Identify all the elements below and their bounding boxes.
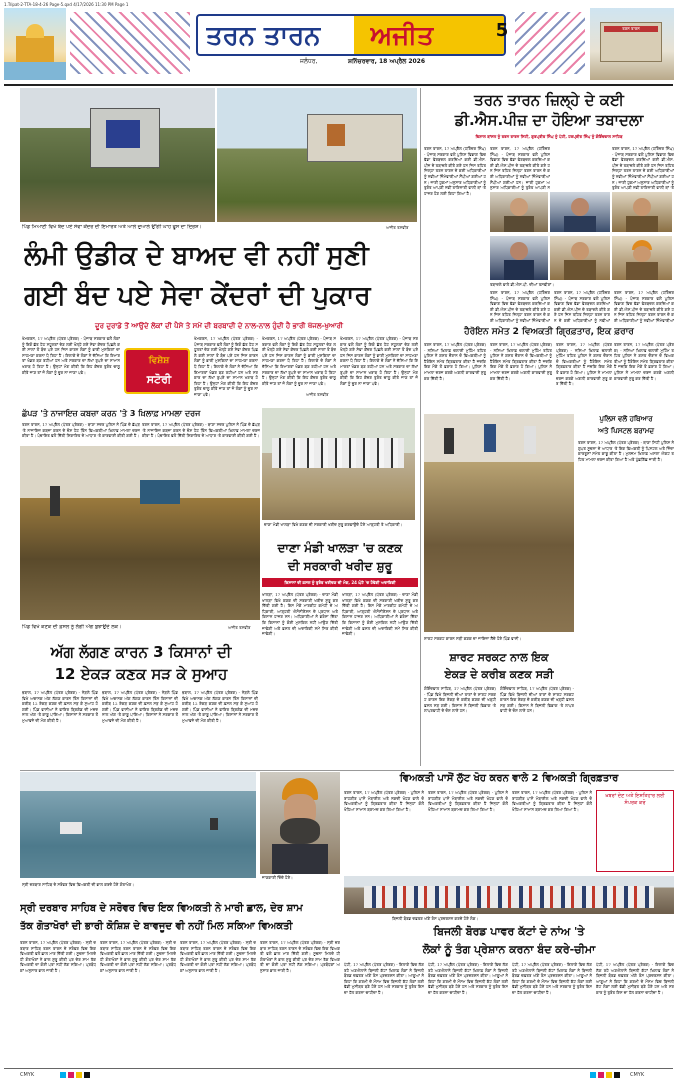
power-body-col-2: ਪੱਟੀ, 17 ਅਪ੍ਰੈਲ (ਪੱਤਰ ਪ੍ਰੇਰਕ) - ਇਲਾਕੇ ਵਿਚ ਲੱਗ ਰਹੇ ਅਣਐਲਾਨੇ ਬਿਜਲੀ ਕੱਟਾਂ ਖ਼ਿਲਾਫ਼ ਲੋਕਾਂ ਨੇ ਬਿਜਲੀ ਬੋਰਡ ਦਫ਼ਤਰ ਅੱਗੇ ਰੋਸ ਪ੍ਰਦਰਸ਼ਨ ਕੀਤਾ। ਆਗੂਆਂ ਨੇ ਕਿਹਾ ਕਿ ਗਰਮੀ ਦੇ ਮੌਸਮ ਵਿਚ ਬਿਜਲੀ ਕੱਟ ਲੋਕਾਂ ਲਈ ਵੱਡੀ ਮੁਸੀਬਤ ਬਣੇ ਹੋਏ ਹਨ ਅਤੇ ਸਰਕਾਰ ਨੂੰ ਤੁਰੰਤ ਇਸ ਦਾ ਹੱਲ ਕਰਨਾ ਚਾਹੀਦਾ ਹੈ। [428, 962, 508, 995]
power-protest-photo [344, 876, 674, 914]
robbery-body-col-1: ਤਰਨ ਤਾਰਨ, 17 ਅਪ੍ਰੈਲ (ਪੱਤਰ ਪ੍ਰੇਰਕ) - ਪੁਲਿਸ ਨੇ ਰਾਹਗੀਰ ਪਾਸੋਂ ਮੋਬਾਈਲ ਅਤੇ ਨਕਦੀ ਖੋਹਣ ਵਾਲੇ ਦੋ ਵਿਅਕਤੀਆਂ ਨੂੰ ਗ੍ਰਿਫ਼ਤਾਰ ਕੀਤਾ ਹੈ ਜਿਨ੍ਹਾਂ ਕੋਲੋਂ ਖੋਹਿਆ ਸਾਮਾਨ ਬਰਾਮਦ ਕਰ ਲਿਆ ਗਿਆ ਹੈ। [344, 790, 424, 812]
cmyk-black-swatch-right [614, 1072, 620, 1078]
lead-photo-left [20, 88, 215, 222]
police-headline-2: ਅਤੇ ਪਿਸਟਲ ਬਰਾਮਦ [598, 427, 654, 435]
badge-top-text: ਵਿਸ਼ੇਸ਼ [148, 356, 170, 366]
cmyk-cyan-swatch-right [590, 1072, 596, 1078]
fire-headline-1: ਅੱਗ ਲੱਗਣ ਕਾਰਨ 3 ਕਿਸਾਨਾਂ ਦੀ [50, 643, 232, 661]
fire-caption: ਪਿੰਡ ਵਿਖੇ ਕਣਕ ਦੀ ਫ਼ਸਲ ਨੂੰ ਲੱਗੀ ਅੱਗ ਬੁਝਾਉਂਦੇ ਲੋਕ। [22, 624, 122, 630]
masthead-title-right: ਅਜੀਤ [370, 21, 434, 51]
dsp-headline-2: ਡੀ.ਐਸ.ਪੀਜ਼ ਦਾ ਹੋਇਆ ਤਬਾਦਲਾ [454, 111, 644, 129]
lead-body-credit: ਅਜੀਤ ਤਸਵੀਰ [306, 392, 329, 397]
cmyk-magenta-swatch [68, 1072, 74, 1078]
short-circuit-caption: ਸ਼ਾਰਟ ਸਰਕਟ ਕਾਰਨ ਸੜੀ ਕਣਕ ਦਾ ਜਾਇਜ਼ਾ ਲੈਂਦੇ ਹੋਏ ਪਿੰਡ ਵਾਸੀ। [424, 636, 522, 641]
power-body-col-1: ਪੱਟੀ, 17 ਅਪ੍ਰੈਲ (ਪੱਤਰ ਪ੍ਰੇਰਕ) - ਇਲਾਕੇ ਵਿਚ ਲੱਗ ਰਹੇ ਅਣਐਲਾਨੇ ਬਿਜਲੀ ਕੱਟਾਂ ਖ਼ਿਲਾਫ਼ ਲੋਕਾਂ ਨੇ ਬਿਜਲੀ ਬੋਰਡ ਦਫ਼ਤਰ ਅੱਗੇ ਰੋਸ ਪ੍ਰਦਰਸ਼ਨ ਕੀਤਾ। ਆਗੂਆਂ ਨੇ ਕਿਹਾ ਕਿ ਗਰਮੀ ਦੇ ਮੌਸਮ ਵਿਚ ਬਿਜਲੀ ਕੱਟ ਲੋਕਾਂ ਲਈ ਵੱਡੀ ਮੁਸੀਬਤ ਬਣੇ ਹੋਏ ਹਨ ਅਤੇ ਸਰਕਾਰ ਨੂੰ ਤੁਰੰਤ ਇਸ ਦਾ ਹੱਲ ਕਰਨਾ ਚਾਹੀਦਾ ਹੈ। [344, 962, 424, 995]
power-headline-2: ਲੋਕਾਂ ਨੂੰ ਤੰਗ ਪ੍ਰੇਸ਼ਾਨ ਕਰਨਾ ਬੰਦ ਕਰੇ-ਚੀਮਾ [422, 943, 596, 956]
darbar-photo [20, 772, 256, 878]
robbery-body-col-2: ਤਰਨ ਤਾਰਨ, 17 ਅਪ੍ਰੈਲ (ਪੱਤਰ ਪ੍ਰੇਰਕ) - ਪੁਲਿਸ ਨੇ ਰਾਹਗੀਰ ਪਾਸੋਂ ਮੋਬਾਈਲ ਅਤੇ ਨਕਦੀ ਖੋਹਣ ਵਾਲੇ ਦੋ ਵਿਅਕਤੀਆਂ ਨੂੰ ਗ੍ਰਿਫ਼ਤਾਰ ਕੀਤਾ ਹੈ ਜਿਨ੍ਹਾਂ ਕੋਲੋਂ ਖੋਹਿਆ ਸਾਮਾਨ ਬਰਾਮਦ ਕਰ ਲਿਆ ਗਿਆ ਹੈ। [428, 790, 508, 812]
dsp-body-col-4: ਤਰਨ ਤਾਰਨ, 17 ਅਪ੍ਰੈਲ (ਹਰਿੰਦਰ ਸਿੰਘ) - ਪੰਜਾਬ ਸਰਕਾਰ ਵਲੋਂ ਪੁਲਿਸ ਵਿਭਾਗ ਵਿਚ ਵੱਡਾ ਫੇਰਬਦਲ ਕਰਦਿਆਂ ਕਈ ਡੀ.ਐਸ.ਪੀਜ਼ ਦੇ ਤਬਾਦਲੇ ਕੀਤੇ ਗਏ ਹਨ ਜਿਸ ਤਹਿਤ ਜ਼ਿਲ੍ਹਾ ਤਰਨ ਤਾਰਨ ਦੇ ਕਈ ਅਧਿਕਾਰੀਆਂ ਨੂੰ ਨਵੀਆਂ ਜ਼ਿੰਮੇਵਾਰੀਆਂ [490, 290, 550, 323]
officer-photo-1 [490, 192, 548, 232]
power-caption: ਬਿਜਲੀ ਬੋਰਡ ਦਫ਼ਤਰ ਅੱਗੇ ਰੋਸ ਪ੍ਰਦਰਸ਼ਨ ਕਰਦੇ ਹੋਏ ਲੋਕ। [392, 916, 479, 921]
fire-body-col-3: ਝਬਾਲ, 17 ਅਪ੍ਰੈਲ (ਪੱਤਰ ਪ੍ਰੇਰਕ) - ਨੇੜਲੇ ਪਿੰਡ ਵਿਖੇ ਅਚਾਨਕ ਅੱਗ ਲੱਗਣ ਕਾਰਨ ਤਿੰਨ ਕਿਸਾਨਾਂ ਦੀ ਕਰੀਬ 12 ਏਕੜ ਕਣਕ ਦੀ ਫ਼ਸਲ ਸੜ ਕੇ ਸੁਆਹ ਹੋ ਗਈ। ਪਿੰਡ ਵਾਸੀਆਂ ਨੇ ਫਾਇਰ ਬ੍ਰਿਗੇਡ ਦੀ ਮਦਦ ਨਾਲ ਅੱਗ 'ਤੇ ਕਾਬੂ ਪਾਇਆ। ਕਿਸਾਨਾਂ ਨੇ ਸਰਕਾਰ ਤੋਂ ਮੁਆਵਜ਼ੇ ਦੀ ਮੰਗ ਕੀਤੀ ਹੈ। [182, 690, 258, 723]
officer-photo-6 [612, 236, 672, 280]
mandi-body-col-2: ਖਾਲੜਾ, 17 ਅਪ੍ਰੈਲ (ਪੱਤਰ ਪ੍ਰੇਰਕ) - ਦਾਣਾ ਮੰਡੀ ਖਾਲੜਾ ਵਿਖੇ ਕਣਕ ਦੀ ਸਰਕਾਰੀ ਖਰੀਦ ਸ਼ੁਰੂ ਕਰ ਦਿੱਤੀ ਗਈ ਹੈ। ਇਸ ਮੌਕੇ ਮਾਰਕੀਟ ਕਮੇਟੀ ਦੇ ਅਧਿਕਾਰੀ, ਆੜ੍ਹਤੀ ਐਸੋਸੀਏਸ਼ਨ ਦੇ ਪ੍ਰਧਾਨ ਅਤੇ ਕਿਸਾਨ ਹਾਜ਼ਰ ਸਨ। ਅਧਿਕਾਰੀਆਂ ਨੇ ਭਰੋਸਾ ਦਿੱਤਾ ਕਿ ਕਿਸਾਨਾਂ ਨੂੰ ਕੋਈ ਮੁਸ਼ਕਿਲ ਨਹੀਂ ਆਉਣ ਦਿੱਤੀ ਜਾਵੇਗੀ ਅਤੇ ਫ਼ਸਲ ਦੀ ਅਦਾਇਗੀ ਸਮੇਂ ਸਿਰ ਕੀਤੀ ਜਾਵੇਗੀ। [342, 592, 418, 637]
police-body: ਤਰਨ ਤਾਰਨ, 17 ਅਪ੍ਰੈਲ (ਪੱਤਰ ਪ੍ਰੇਰਕ) - ਥਾਣਾ ਸਿਟੀ ਪੁਲਿਸ ਨੇ ਗੁਪਤ ਸੂਚਨਾ ਦੇ ਆਧਾਰ 'ਤੇ ਇਕ ਵਿਅਕਤੀ ਨੂੰ ਪਿਸਟਲ ਅਤੇ ਜ਼ਿੰਦਾ ਕਾਰਤੂਸਾਂ ਸਮੇਤ ਕਾਬੂ ਕੀਤਾ ਹੈ। ਮੁਲਜ਼ਮ ਖ਼ਿਲਾਫ਼ ਅਸਲਾ ਐਕਟ ਤਹਿਤ ਮਾਮਲਾ ਦਰਜ ਕੀਤਾ ਗਿਆ ਹੈ ਅਤੇ ਪੁੱਛਗਿੱਛ ਜਾਰੀ ਹੈ। [578, 440, 674, 462]
dsp-body-col-3: ਤਰਨ ਤਾਰਨ, 17 ਅਪ੍ਰੈਲ (ਹਰਿੰਦਰ ਸਿੰਘ) - ਪੰਜਾਬ ਸਰਕਾਰ ਵਲੋਂ ਪੁਲਿਸ ਵਿਭਾਗ ਵਿਚ ਵੱਡਾ ਫੇਰਬਦਲ ਕਰਦਿਆਂ ਕਈ ਡੀ.ਐਸ.ਪੀਜ਼ ਦੇ ਤਬਾਦਲੇ ਕੀਤੇ ਗਏ ਹਨ ਜਿਸ ਤਹਿਤ ਜ਼ਿਲ੍ਹਾ ਤਰਨ ਤਾਰਨ ਦੇ ਕਈ ਅਧਿਕਾਰੀਆਂ ਨੂੰ ਨਵੀਆਂ ਜ਼ਿੰਮੇਵਾਰੀਆਂ ਸੌਂਪੀਆਂ ਗਈਆਂ ਹਨ। ਜਾਰੀ ਹੁਕਮਾਂ ਅਨੁਸਾਰ ਅਧਿਕਾਰੀਆਂ ਨੂੰ ਤੁਰੰਤ ਆਪਣੀ ਨਵੀਂ ਤਾਇਨਾਤੀ ਵਾਲੀ ਥਾਂ 'ਤੇ [612, 146, 674, 190]
encroach-body-col-2: ਤਰਨ ਤਾਰਨ, 17 ਅਪ੍ਰੈਲ (ਪੱਤਰ ਪ੍ਰੇਰਕ) - ਥਾਣਾ ਸਦਰ ਪੁਲਿਸ ਨੇ ਪਿੰਡ ਦੇ ਛੱਪੜ 'ਤੇ ਨਾਜਾਇਜ਼ ਕਬਜ਼ਾ ਕਰਨ ਦੇ ਦੋਸ਼ ਹੇਠ ਤਿੰਨ ਵਿਅਕਤੀਆਂ ਖ਼ਿਲਾਫ਼ ਮਾਮਲਾ ਦਰਜ ਕੀਤਾ ਹੈ। ਪੰਚਾਇਤ ਵਲੋਂ ਦਿੱਤੀ ਸ਼ਿਕਾਇਤ ਦੇ ਆਧਾਰ 'ਤੇ ਕਾਰਵਾਈ ਕੀਤੀ ਗਈ ਹੈ। [142, 422, 260, 439]
lead-body-col-3: ਖੇਮਕਰਨ, 17 ਅਪ੍ਰੈਲ (ਪੱਤਰ ਪ੍ਰੇਰਕ) - ਪੰਜਾਬ ਸਰਕਾਰ ਵਲੋਂ ਲੋਕਾਂ ਨੂੰ ਇਕੋ ਛੱਤ ਹੇਠ ਸਹੂਲਤਾਂ ਦੇਣ ਲਈ ਖੋਲ੍ਹੇ ਗਏ ਸੇਵਾ ਕੇਂਦਰ ਪਿਛਲੇ ਕਈ ਸਾਲਾਂ ਤੋਂ ਬੰਦ ਪਏ ਹਨ ਜਿਸ ਕਾਰਨ ਲੋਕਾਂ ਨੂੰ ਭਾਰੀ ਮੁਸ਼ਕਿਲਾਂ ਦਾ ਸਾਹਮਣਾ ਕਰਨਾ ਪੈ ਰਿਹਾ ਹੈ। ਇਲਾਕੇ ਦੇ ਲੋਕਾਂ ਨੇ ਦੱਸਿਆ ਕਿ ਇਮਾਰਤਾਂ ਖੰਡਰ ਬਣ ਰਹੀਆਂ ਹਨ ਅਤੇ ਸਰਕਾਰ ਦਾ ਲੱਖਾਂ ਰੁਪਏ ਦਾ ਸਾਮਾਨ ਖਰਾਬ ਹੋ ਰਿਹਾ ਹੈ। ਉਨ੍ਹਾਂ ਮੰਗ ਕੀਤੀ ਕਿ ਇਹ ਕੇਂਦਰ ਤੁਰੰਤ ਚਾਲੂ ਕੀਤੇ ਜਾਣ ਤਾਂ ਜੋ ਲੋਕਾਂ ਨੂੰ ਦੂਰ ਨਾ ਜਾਣਾ ਪਵੇ। [262, 336, 336, 386]
cmyk-yellow-swatch [76, 1072, 82, 1078]
darbar-body-col-2: ਤਰਨ ਤਾਰਨ, 17 ਅਪ੍ਰੈਲ (ਪੱਤਰ ਪ੍ਰੇਰਕ) - ਸ੍ਰੀ ਦਰਬਾਰ ਸਾਹਿਬ ਤਰਨ ਤਾਰਨ ਦੇ ਸਰੋਵਰ ਵਿਚ ਇਕ ਵਿਅਕਤੀ ਵਲੋਂ ਛਾਲ ਮਾਰ ਦਿੱਤੀ ਗਈ। ਸੂਚਨਾ ਮਿਲਦੇ ਹੀ ਗੋਤਾਖੋਰਾਂ ਨੇ ਭਾਲ ਸ਼ੁਰੂ ਕੀਤੀ ਪਰ ਦੇਰ ਸ਼ਾਮ ਤੱਕ ਵਿਅਕਤੀ ਦਾ ਕੋਈ ਪਤਾ ਨਹੀਂ ਲੱਗ ਸਕਿਆ। ਪ੍ਰਬੰਧਕਾਂ ਅਨੁਸਾਰ ਭਾਲ ਜਾਰੀ ਹੈ। [100, 940, 176, 973]
darbar-caption: ਸ੍ਰੀ ਦਰਬਾਰ ਸਾਹਿਬ ਦੇ ਸਰੋਵਰ ਵਿਚ ਵਿਅਕਤੀ ਦੀ ਭਾਲ ਕਰਦੇ ਹੋਏ ਗੋਤਾਖੋਰ। [22, 882, 134, 887]
lead-photo-credit: ਅਜੀਤ ਤਸਵੀਰ [386, 225, 409, 230]
masthead-building-photo [590, 8, 674, 80]
masthead [0, 8, 677, 86]
mandi-headline-2: ਦੀ ਸਰਕਾਰੀ ਖਰੀਦ ਸ਼ੁਰੂ [287, 559, 393, 573]
mandi-caption: ਦਾਣਾ ਮੰਡੀ ਖਾਲੜਾ ਵਿਖੇ ਕਣਕ ਦੀ ਸਰਕਾਰੀ ਖਰੀਦ ਸ਼ੁਰੂ ਕਰਵਾਉਂਦੇ ਹੋਏ ਆੜ੍ਹਤੀ ਤੇ ਅਧਿਕਾਰੀ। [264, 522, 403, 527]
officer-photo-4 [490, 236, 548, 280]
short-headline-1: ਸ਼ਾਰਟ ਸਰਕਟ ਨਾਲ ਇਕ [449, 651, 549, 664]
darbar-headline-2: ਤੱਕ ਗੋਤਾਖੋਰਾਂ ਦੀ ਭਾਰੀ ਕੋਸ਼ਿਸ਼ ਦੇ ਬਾਵਜੂਦ ਵੀ ਨਹੀਂ ਮਿਲ ਸਕਿਆ ਵਿਅਕਤੀ [20, 921, 293, 932]
page-number: 5 [495, 20, 509, 41]
lead-headline-1: ਲੰਮੀ ਉਡੀਕ ਦੇ ਬਾਅਦ ਵੀ ਨਹੀਂ ਸੁਣੀ [24, 241, 369, 271]
officer-photo-5 [550, 236, 610, 280]
masthead-place: ਜਲੰਧਰ, [300, 58, 318, 65]
cmyk-cyan-swatch [60, 1072, 66, 1078]
lead-photo-caption: ਪਿੰਡ ਮਿਆਣੀ ਵਿਖੇ ਬੰਦ ਪਏ ਸੇਵਾ ਕੇਂਦਰ ਦੀ ਇਮਾਰਤ ਅਤੇ ਆਲੇ ਦੁਆਲੇ ਉੱਗੀ ਘਾਹ ਫੂਸ ਦਾ ਦ੍ਰਿਸ਼। [22, 224, 202, 230]
cmyk-black-swatch [84, 1072, 90, 1078]
short-body-col-2: ਗੋਇੰਦਵਾਲ ਸਾਹਿਬ, 17 ਅਪ੍ਰੈਲ (ਪੱਤਰ ਪ੍ਰੇਰਕ) - ਪਿੰਡ ਵਿਖੇ ਬਿਜਲੀ ਦੀਆਂ ਤਾਰਾਂ ਦੇ ਸ਼ਾਰਟ ਸਰਕਟ ਕਾਰਨ ਇਕ ਏਕੜ ਦੇ ਕਰੀਬ ਕਣਕ ਦੀ ਖੜ੍ਹੀ ਫ਼ਸਲ ਸੜ ਗਈ। ਕਿਸਾਨ ਨੇ ਬਿਜਲੀ ਵਿਭਾਗ 'ਤੇ ਲਾਪਰਵਾਹੀ ਦੇ ਦੋਸ਼ ਲਾਏ ਹਨ। [500, 686, 574, 714]
masthead-pattern-right [515, 12, 585, 74]
power-body-col-4: ਪੱਟੀ, 17 ਅਪ੍ਰੈਲ (ਪੱਤਰ ਪ੍ਰੇਰਕ) - ਇਲਾਕੇ ਵਿਚ ਲੱਗ ਰਹੇ ਅਣਐਲਾਨੇ ਬਿਜਲੀ ਕੱਟਾਂ ਖ਼ਿਲਾਫ਼ ਲੋਕਾਂ ਨੇ ਬਿਜਲੀ ਬੋਰਡ ਦਫ਼ਤਰ ਅੱਗੇ ਰੋਸ ਪ੍ਰਦਰਸ਼ਨ ਕੀਤਾ। ਆਗੂਆਂ ਨੇ ਕਿਹਾ ਕਿ ਗਰਮੀ ਦੇ ਮੌਸਮ ਵਿਚ ਬਿਜਲੀ ਕੱਟ ਲੋਕਾਂ ਲਈ ਵੱਡੀ ਮੁਸੀਬਤ ਬਣੇ ਹੋਏ ਹਨ ਅਤੇ ਸਰਕਾਰ ਨੂੰ ਤੁਰੰਤ ਇਸ ਦਾ ਹੱਲ ਕਰਨਾ ਚਾਹੀਦਾ ਹੈ। [596, 962, 674, 995]
lead-headline-2: ਗਈ ਬੰਦ ਪਏ ਸੇਵਾ ਕੇਂਦਰਾਂ ਦੀ ਪੁਕਾਰ [24, 281, 371, 311]
lead-photo-right [217, 88, 417, 222]
heroin-body-col-2: ਤਰਨ ਤਾਰਨ, 17 ਅਪ੍ਰੈਲ (ਪੱਤਰ ਪ੍ਰੇਰਕ) - ਨਸ਼ਿਆਂ ਖ਼ਿਲਾਫ਼ ਚਲਾਈ ਮੁਹਿੰਮ ਤਹਿਤ ਪੁਲਿਸ ਨੇ ਗਸ਼ਤ ਦੌਰਾਨ ਦੋ ਵਿਅਕਤੀਆਂ ਨੂੰ ਹੈਰੋਇਨ ਸਮੇਤ ਗ੍ਰਿਫ਼ਤਾਰ ਕੀਤਾ ਹੈ ਜਦਕਿ ਇਕ ਮੌਕੇ ਤੋਂ ਫ਼ਰਾਰ ਹੋ ਗਿਆ। ਪੁਲਿਸ ਨੇ ਮਾਮਲਾ ਦਰਜ ਕਰਕੇ ਅਗਲੀ ਕਾਰਵਾਈ ਸ਼ੁਰੂ ਕਰ ਦਿੱਤੀ ਹੈ। [490, 342, 552, 381]
masthead-pattern-left [70, 12, 190, 74]
dsp-tagline: ਵਿਸ਼ਾਲ ਬਾਂਸਲ ਨੂੰ ਤਰਨ ਤਾਰਨ ਸਿਟੀ, ਗੁਰਪ੍ਰੀਤ ਸਿੰਘ ਨੂੰ ਪੱਟੀ, ਹਰਪ੍ਰੀਤ ਸਿੰਘ ਨੂੰ ਗੋਇੰਦਵਾਲ ਸਾਹਿਬ [475, 134, 623, 139]
dsp-photo-caption: ਤਬਾਦਲੇ ਵਾਲੇ ਡੀ.ਐਸ.ਪੀ. ਦੀਆਂ ਤਸਵੀਰਾਂ। [490, 282, 554, 287]
fire-body-col-1: ਝਬਾਲ, 17 ਅਪ੍ਰੈਲ (ਪੱਤਰ ਪ੍ਰੇਰਕ) - ਨੇੜਲੇ ਪਿੰਡ ਵਿਖੇ ਅਚਾਨਕ ਅੱਗ ਲੱਗਣ ਕਾਰਨ ਤਿੰਨ ਕਿਸਾਨਾਂ ਦੀ ਕਰੀਬ 12 ਏਕੜ ਕਣਕ ਦੀ ਫ਼ਸਲ ਸੜ ਕੇ ਸੁਆਹ ਹੋ ਗਈ। ਪਿੰਡ ਵਾਸੀਆਂ ਨੇ ਫਾਇਰ ਬ੍ਰਿਗੇਡ ਦੀ ਮਦਦ ਨਾਲ ਅੱਗ 'ਤੇ ਕਾਬੂ ਪਾਇਆ। ਕਿਸਾਨਾਂ ਨੇ ਸਰਕਾਰ ਤੋਂ ਮੁਆਵਜ਼ੇ ਦੀ ਮੰਗ ਕੀਤੀ ਹੈ। [22, 690, 98, 723]
special-story-badge [124, 348, 190, 394]
mandi-headline-1: ਦਾਣਾ ਮੰਡੀ ਖਾਲੜਾ 'ਚ ਕਣਕ [277, 541, 403, 555]
encroach-body-col-1: ਤਰਨ ਤਾਰਨ, 17 ਅਪ੍ਰੈਲ (ਪੱਤਰ ਪ੍ਰੇਰਕ) - ਥਾਣਾ ਸਦਰ ਪੁਲਿਸ ਨੇ ਪਿੰਡ ਦੇ ਛੱਪੜ 'ਤੇ ਨਾਜਾਇਜ਼ ਕਬਜ਼ਾ ਕਰਨ ਦੇ ਦੋਸ਼ ਹੇਠ ਤਿੰਨ ਵਿਅਕਤੀਆਂ ਖ਼ਿਲਾਫ਼ ਮਾਮਲਾ ਦਰਜ ਕੀਤਾ ਹੈ। ਪੰਚਾਇਤ ਵਲੋਂ ਦਿੱਤੀ ਸ਼ਿਕਾਇਤ ਦੇ ਆਧਾਰ 'ਤੇ ਕਾਰਵਾਈ ਕੀਤੀ ਗਈ ਹੈ। [22, 422, 140, 439]
darbar-headline-1: ਸ੍ਰੀ ਦਰਬਾਰ ਸਾਹਿਬ ਦੇ ਸਰੋਵਰ ਵਿਚ ਇਕ ਵਿਅਕਤੀ ਨੇ ਮਾਰੀ ਛਾਲ, ਦੇਰ ਸ਼ਾਮ [20, 903, 303, 914]
dsp-body-col-6: ਤਰਨ ਤਾਰਨ, 17 ਅਪ੍ਰੈਲ (ਹਰਿੰਦਰ ਸਿੰਘ) - ਪੰਜਾਬ ਸਰਕਾਰ ਵਲੋਂ ਪੁਲਿਸ ਵਿਭਾਗ ਵਿਚ ਵੱਡਾ ਫੇਰਬਦਲ ਕਰਦਿਆਂ ਕਈ ਡੀ.ਐਸ.ਪੀਜ਼ ਦੇ ਤਬਾਦਲੇ ਕੀਤੇ ਗਏ ਹਨ ਜਿਸ ਤਹਿਤ ਜ਼ਿਲ੍ਹਾ ਤਰਨ ਤਾਰਨ ਦੇ ਕਈ ਅਧਿਕਾਰੀਆਂ ਨੂੰ ਨਵੀਆਂ ਜ਼ਿੰਮੇਵਾਰੀਆਂ [614, 290, 674, 323]
short-body-col-1: ਗੋਇੰਦਵਾਲ ਸਾਹਿਬ, 17 ਅਪ੍ਰੈਲ (ਪੱਤਰ ਪ੍ਰੇਰਕ) - ਪਿੰਡ ਵਿਖੇ ਬਿਜਲੀ ਦੀਆਂ ਤਾਰਾਂ ਦੇ ਸ਼ਾਰਟ ਸਰਕਟ ਕਾਰਨ ਇਕ ਏਕੜ ਦੇ ਕਰੀਬ ਕਣਕ ਦੀ ਖੜ੍ਹੀ ਫ਼ਸਲ ਸੜ ਗਈ। ਕਿਸਾਨ ਨੇ ਬਿਜਲੀ ਵਿਭਾਗ 'ਤੇ ਲਾਪਰਵਾਹੀ ਦੇ ਦੋਸ਼ ਲਾਏ ਹਨ। [424, 686, 496, 714]
mandi-body-col-1: ਖਾਲੜਾ, 17 ਅਪ੍ਰੈਲ (ਪੱਤਰ ਪ੍ਰੇਰਕ) - ਦਾਣਾ ਮੰਡੀ ਖਾਲੜਾ ਵਿਖੇ ਕਣਕ ਦੀ ਸਰਕਾਰੀ ਖਰੀਦ ਸ਼ੁਰੂ ਕਰ ਦਿੱਤੀ ਗਈ ਹੈ। ਇਸ ਮੌਕੇ ਮਾਰਕੀਟ ਕਮੇਟੀ ਦੇ ਅਧਿਕਾਰੀ, ਆੜ੍ਹਤੀ ਐਸੋਸੀਏਸ਼ਨ ਦੇ ਪ੍ਰਧਾਨ ਅਤੇ ਕਿਸਾਨ ਹਾਜ਼ਰ ਸਨ। ਅਧਿਕਾਰੀਆਂ ਨੇ ਭਰੋਸਾ ਦਿੱਤਾ ਕਿ ਕਿਸਾਨਾਂ ਨੂੰ ਕੋਈ ਮੁਸ਼ਕਿਲ ਨਹੀਂ ਆਉਣ ਦਿੱਤੀ ਜਾਵੇਗੀ ਅਤੇ ਫ਼ਸਲ ਦੀ ਅਦਾਇਗੀ ਸਮੇਂ ਸਿਰ ਕੀਤੀ ਜਾਵੇਗੀ। [262, 592, 338, 637]
heroin-body-col-1: ਤਰਨ ਤਾਰਨ, 17 ਅਪ੍ਰੈਲ (ਪੱਤਰ ਪ੍ਰੇਰਕ) - ਨਸ਼ਿਆਂ ਖ਼ਿਲਾਫ਼ ਚਲਾਈ ਮੁਹਿੰਮ ਤਹਿਤ ਪੁਲਿਸ ਨੇ ਗਸ਼ਤ ਦੌਰਾਨ ਦੋ ਵਿਅਕਤੀਆਂ ਨੂੰ ਹੈਰੋਇਨ ਸਮੇਤ ਗ੍ਰਿਫ਼ਤਾਰ ਕੀਤਾ ਹੈ ਜਦਕਿ ਇਕ ਮੌਕੇ ਤੋਂ ਫ਼ਰਾਰ ਹੋ ਗਿਆ। ਪੁਲਿਸ ਨੇ ਮਾਮਲਾ ਦਰਜ ਕਰਕੇ ਅਗਲੀ ਕਾਰਵਾਈ ਸ਼ੁਰੂ ਕਰ ਦਿੱਤੀ ਹੈ। [424, 342, 486, 381]
dsp-body-col-2: ਤਰਨ ਤਾਰਨ, 17 ਅਪ੍ਰੈਲ (ਹਰਿੰਦਰ ਸਿੰਘ) - ਪੰਜਾਬ ਸਰਕਾਰ ਵਲੋਂ ਪੁਲਿਸ ਵਿਭਾਗ ਵਿਚ ਵੱਡਾ ਫੇਰਬਦਲ ਕਰਦਿਆਂ ਕਈ ਡੀ.ਐਸ.ਪੀਜ਼ ਦੇ ਤਬਾਦਲੇ ਕੀਤੇ ਗਏ ਹਨ ਜਿਸ ਤਹਿਤ ਜ਼ਿਲ੍ਹਾ ਤਰਨ ਤਾਰਨ ਦੇ ਕਈ ਅਧਿਕਾਰੀਆਂ ਨੂੰ ਨਵੀਆਂ ਜ਼ਿੰਮੇਵਾਰੀਆਂ ਸੌਂਪੀਆਂ ਗਈਆਂ ਹਨ। ਜਾਰੀ ਹੁਕਮਾਂ ਅਨੁਸਾਰ ਅਧਿਕਾਰੀਆਂ ਨੂੰ ਤੁਰੰਤ ਆਪਣੀ ਨ [490, 146, 550, 190]
darbar-body-col-1: ਤਰਨ ਤਾਰਨ, 17 ਅਪ੍ਰੈਲ (ਪੱਤਰ ਪ੍ਰੇਰਕ) - ਸ੍ਰੀ ਦਰਬਾਰ ਸਾਹਿਬ ਤਰਨ ਤਾਰਨ ਦੇ ਸਰੋਵਰ ਵਿਚ ਇਕ ਵਿਅਕਤੀ ਵਲੋਂ ਛਾਲ ਮਾਰ ਦਿੱਤੀ ਗਈ। ਸੂਚਨਾ ਮਿਲਦੇ ਹੀ ਗੋਤਾਖੋਰਾਂ ਨੇ ਭਾਲ ਸ਼ੁਰੂ ਕੀਤੀ ਪਰ ਦੇਰ ਸ਼ਾਮ ਤੱਕ ਵਿਅਕਤੀ ਦਾ ਕੋਈ ਪਤਾ ਨਹੀਂ ਲੱਗ ਸਕਿਆ। ਪ੍ਰਬੰਧਕਾਂ ਅਨੁਸਾਰ ਭਾਲ ਜਾਰੀ ਹੈ। [20, 940, 96, 973]
fire-photo [20, 446, 260, 620]
heroin-headline: ਹੈਰੋਇਨ ਸਮੇਤ 2 ਵਿਅਕਤੀ ਗ੍ਰਿਫ਼ਤਾਰ, ਇਕ ਫ਼ਰਾਰ [464, 327, 634, 337]
fire-credit: ਅਜੀਤ ਤਸਵੀਰ [228, 625, 251, 630]
officer-photo-2 [550, 192, 610, 232]
masthead-title-left: ਤਰਨ ਤਾਰਨ [206, 21, 321, 51]
badge-bottom-text: ਸਟੋਰੀ [146, 373, 172, 386]
lead-body-col-1: ਖੇਮਕਰਨ, 17 ਅਪ੍ਰੈਲ (ਪੱਤਰ ਪ੍ਰੇਰਕ) - ਪੰਜਾਬ ਸਰਕਾਰ ਵਲੋਂ ਲੋਕਾਂ ਨੂੰ ਇਕੋ ਛੱਤ ਹੇਠ ਸਹੂਲਤਾਂ ਦੇਣ ਲਈ ਖੋਲ੍ਹੇ ਗਏ ਸੇਵਾ ਕੇਂਦਰ ਪਿਛਲੇ ਕਈ ਸਾਲਾਂ ਤੋਂ ਬੰਦ ਪਏ ਹਨ ਜਿਸ ਕਾਰਨ ਲੋਕਾਂ ਨੂੰ ਭਾਰੀ ਮੁਸ਼ਕਿਲਾਂ ਦਾ ਸਾਹਮਣਾ ਕਰਨਾ ਪੈ ਰਿਹਾ ਹੈ। ਇਲਾਕੇ ਦੇ ਲੋਕਾਂ ਨੇ ਦੱਸਿਆ ਕਿ ਇਮਾਰਤਾਂ ਖੰਡਰ ਬਣ ਰਹੀਆਂ ਹਨ ਅਤੇ ਸਰਕਾਰ ਦਾ ਲੱਖਾਂ ਰੁਪਏ ਦਾ ਸਾਮਾਨ ਖਰਾਬ ਹੋ ਰਿਹਾ ਹੈ। ਉਨ੍ਹਾਂ ਮੰਗ ਕੀਤੀ ਕਿ ਇਹ ਕੇਂਦਰ ਤੁਰੰਤ ਚਾਲੂ ਕੀਤੇ ਜਾਣ ਤਾਂ ਜੋ ਲੋਕਾਂ ਨੂੰ ਦੂਰ ਨਾ ਜਾਣਾ ਪਵੇ। [22, 336, 120, 375]
police-headline-1: ਪੁਲਿਸ ਵਲੋਂ ਹਥਿਆਰ [599, 415, 653, 423]
footer-left-mark: CMYK [20, 1072, 35, 1078]
heroin-body-col-4: ਤਰਨ ਤਾਰਨ, 17 ਅਪ੍ਰੈਲ (ਪੱਤਰ ਪ੍ਰੇਰਕ) - ਨਸ਼ਿਆਂ ਖ਼ਿਲਾਫ਼ ਚਲਾਈ ਮੁਹਿੰਮ ਤਹਿਤ ਪੁਲਿਸ ਨੇ ਗਸ਼ਤ ਦੌਰਾਨ ਦੋ ਵਿਅਕਤੀਆਂ ਨੂੰ ਹੈਰੋਇਨ ਸਮੇਤ ਗ੍ਰਿਫ਼ਤਾਰ ਕੀਤਾ ਹੈ ਜਦਕਿ ਇਕ ਮੌਕੇ ਤੋਂ ਫ਼ਰਾਰ ਹੋ ਗਿਆ। ਪੁਲਿਸ ਨੇ ਮਾਮਲਾ ਦਰਜ ਕਰਕੇ ਅਗਲੀ ਕਾਰਵਾਈ ਸ਼ੁਰੂ ਕਰ ਦਿੱਤੀ ਹੈ। [614, 342, 674, 381]
cmyk-magenta-swatch-right [598, 1072, 604, 1078]
building-sign: ਤਰਨ ਤਾਰਨ [604, 26, 658, 32]
short-circuit-photo [424, 414, 574, 632]
dsp-body-col-1: ਤਰਨ ਤਾਰਨ, 17 ਅਪ੍ਰੈਲ (ਹਰਿੰਦਰ ਸਿੰਘ) - ਪੰਜਾਬ ਸਰਕਾਰ ਵਲੋਂ ਪੁਲਿਸ ਵਿਭਾਗ ਵਿਚ ਵੱਡਾ ਫੇਰਬਦਲ ਕਰਦਿਆਂ ਕਈ ਡੀ.ਐਸ.ਪੀਜ਼ ਦੇ ਤਬਾਦਲੇ ਕੀਤੇ ਗਏ ਹਨ ਜਿਸ ਤਹਿਤ ਜ਼ਿਲ੍ਹਾ ਤਰਨ ਤਾਰਨ ਦੇ ਕਈ ਅਧਿਕਾਰੀਆਂ ਨੂੰ ਨਵੀਆਂ ਜ਼ਿੰਮੇਵਾਰੀਆਂ ਸੌਂਪੀਆਂ ਗਈਆਂ ਹਨ। ਜਾਰੀ ਹੁਕਮਾਂ ਅਨੁਸਾਰ ਅਧਿਕਾਰੀਆਂ ਨੂੰ ਤੁਰੰਤ ਆਪਣੀ ਨਵੀਂ ਤਾਇਨਾਤੀ ਵਾਲੀ ਥਾਂ 'ਤੇ ਹਾਜ਼ਰ ਹੋਣ ਲਈ ਕਿਹਾ ਗਿਆ ਹੈ। [424, 146, 486, 196]
darbar-body-col-3: ਤਰਨ ਤਾਰਨ, 17 ਅਪ੍ਰੈਲ (ਪੱਤਰ ਪ੍ਰੇਰਕ) - ਸ੍ਰੀ ਦਰਬਾਰ ਸਾਹਿਬ ਤਰਨ ਤਾਰਨ ਦੇ ਸਰੋਵਰ ਵਿਚ ਇਕ ਵਿਅਕਤੀ ਵਲੋਂ ਛਾਲ ਮਾਰ ਦਿੱਤੀ ਗਈ। ਸੂਚਨਾ ਮਿਲਦੇ ਹੀ ਗੋਤਾਖੋਰਾਂ ਨੇ ਭਾਲ ਸ਼ੁਰੂ ਕੀਤੀ ਪਰ ਦੇਰ ਸ਼ਾਮ ਤੱਕ ਵਿਅਕਤੀ ਦਾ ਕੋਈ ਪਤਾ ਨਹੀਂ ਲੱਗ ਸਕਿਆ। ਪ੍ਰਬੰਧਕਾਂ ਅਨੁਸਾਰ ਭਾਲ ਜਾਰੀ ਹੈ। [180, 940, 256, 973]
robbery-body-col-3: ਤਰਨ ਤਾਰਨ, 17 ਅਪ੍ਰੈਲ (ਪੱਤਰ ਪ੍ਰੇਰਕ) - ਪੁਲਿਸ ਨੇ ਰਾਹਗੀਰ ਪਾਸੋਂ ਮੋਬਾਈਲ ਅਤੇ ਨਕਦੀ ਖੋਹਣ ਵਾਲੇ ਦੋ ਵਿਅਕਤੀਆਂ ਨੂੰ ਗ੍ਰਿਫ਼ਤਾਰ ਕੀਤਾ ਹੈ ਜਿਨ੍ਹਾਂ ਕੋਲੋਂ ਖੋਹਿਆ ਸਾਮਾਨ ਬਰਾਮਦ ਕਰ ਲਿਆ ਗਿਆ ਹੈ। [512, 790, 592, 812]
heroin-body-col-3: ਤਰਨ ਤਾਰਨ, 17 ਅਪ੍ਰੈਲ (ਪੱਤਰ ਪ੍ਰੇਰਕ) - ਨਸ਼ਿਆਂ ਖ਼ਿਲਾਫ਼ ਚਲਾਈ ਮੁਹਿੰਮ ਤਹਿਤ ਪੁਲਿਸ ਨੇ ਗਸ਼ਤ ਦੌਰਾਨ ਦੋ ਵਿਅਕਤੀਆਂ ਨੂੰ ਹੈਰੋਇਨ ਸਮੇਤ ਗ੍ਰਿਫ਼ਤਾਰ ਕੀਤਾ ਹੈ ਜਦਕਿ ਇਕ ਮੌਕੇ ਤੋਂ ਫ਼ਰਾਰ ਹੋ ਗਿਆ। ਪੁਲਿਸ ਨੇ ਮਾਮਲਾ ਦਰਜ ਕਰਕੇ ਅਗਲੀ ਕਾਰਵਾਈ ਸ਼ੁਰੂ ਕਰ ਦਿੱਤੀ ਹੈ। [556, 342, 612, 387]
power-body-col-3: ਪੱਟੀ, 17 ਅਪ੍ਰੈਲ (ਪੱਤਰ ਪ੍ਰੇਰਕ) - ਇਲਾਕੇ ਵਿਚ ਲੱਗ ਰਹੇ ਅਣਐਲਾਨੇ ਬਿਜਲੀ ਕੱਟਾਂ ਖ਼ਿਲਾਫ਼ ਲੋਕਾਂ ਨੇ ਬਿਜਲੀ ਬੋਰਡ ਦਫ਼ਤਰ ਅੱਗੇ ਰੋਸ ਪ੍ਰਦਰਸ਼ਨ ਕੀਤਾ। ਆਗੂਆਂ ਨੇ ਕਿਹਾ ਕਿ ਗਰਮੀ ਦੇ ਮੌਸਮ ਵਿਚ ਬਿਜਲੀ ਕੱਟ ਲੋਕਾਂ ਲਈ ਵੱਡੀ ਮੁਸੀਬਤ ਬਣੇ ਹੋਏ ਹਨ ਅਤੇ ਸਰਕਾਰ ਨੂੰ ਤੁਰੰਤ ਇਸ ਦਾ ਹੱਲ ਕਰਨਾ ਚਾਹੀਦਾ ਹੈ। [512, 962, 592, 995]
dsp-headline-1: ਤਰਨ ਤਾਰਨ ਜ਼ਿਲ੍ਹੇ ਦੇ ਕਈ [474, 91, 624, 109]
temple-illustration [4, 8, 66, 80]
lead-subhead: ਦੂਰ ਦੁਰਾਡੇ ਤੋਂ ਆਉਂਦੇ ਲੋਕਾਂ ਦੀ ਪੈਸੇ ਤੇ ਸਮੇਂ ਦੀ ਬਰਬਾਦੀ ਦੇ ਨਾਲ-ਨਾਲ ਹੁੰਦੀ ਹੈ ਭਾਰੀ ਖੱਜਲ-ਖੁਆਰੀ [95, 322, 343, 330]
mandi-tagline: ਕਿਸਾਨਾਂ ਦੀ ਫ਼ਸਲ ਨੂੰ ਤੁਰੰਤ ਖਰੀਦਣ ਦੀ ਮੰਗ, 24 ਘੰਟੇ 'ਚ ਹੋਵੇਗੀ ਅਦਾਇਗੀ [262, 578, 418, 587]
power-headline-1: ਬਿਜਲੀ ਬੋਰਡ ਪਾਵਰ ਕੱਟਾਂ ਦੇ ਨਾਂਅ 'ਤੇ [433, 925, 585, 938]
notice-box: ਖ਼ਬਰਾਂ ਦੇਣ ਅਤੇ ਇਸ਼ਤਿਹਾਰ ਲਈ ਸੰਪਰਕ ਕਰੋ [596, 790, 674, 872]
print-meta: 1.Tripat-2-TTA-18-4-26 Page-5.qxd 4/17/2026 11:30 PM Page 1 [4, 2, 129, 7]
robbery-headline: ਵਿਅਕਤੀ ਪਾਸੋਂ ਲੁੱਟ ਖੋਹ ਕਰਨ ਵਾਲੇ 2 ਵਿਅਕਤੀ ਗ੍ਰਿਫ਼ਤਾਰ [399, 773, 619, 784]
lead-body-col-4: ਖੇਮਕਰਨ, 17 ਅਪ੍ਰੈਲ (ਪੱਤਰ ਪ੍ਰੇਰਕ) - ਪੰਜਾਬ ਸਰਕਾਰ ਵਲੋਂ ਲੋਕਾਂ ਨੂੰ ਇਕੋ ਛੱਤ ਹੇਠ ਸਹੂਲਤਾਂ ਦੇਣ ਲਈ ਖੋਲ੍ਹੇ ਗਏ ਸੇਵਾ ਕੇਂਦਰ ਪਿਛਲੇ ਕਈ ਸਾਲਾਂ ਤੋਂ ਬੰਦ ਪਏ ਹਨ ਜਿਸ ਕਾਰਨ ਲੋਕਾਂ ਨੂੰ ਭਾਰੀ ਮੁਸ਼ਕਿਲਾਂ ਦਾ ਸਾਹਮਣਾ ਕਰਨਾ ਪੈ ਰਿਹਾ ਹੈ। ਇਲਾਕੇ ਦੇ ਲੋਕਾਂ ਨੇ ਦੱਸਿਆ ਕਿ ਇਮਾਰਤਾਂ ਖੰਡਰ ਬਣ ਰਹੀਆਂ ਹਨ ਅਤੇ ਸਰਕਾਰ ਦਾ ਲੱਖਾਂ ਰੁਪਏ ਦਾ ਸਾਮਾਨ ਖਰਾਬ ਹੋ ਰਿਹਾ ਹੈ। ਉਨ੍ਹਾਂ ਮੰਗ ਕੀਤੀ ਕਿ ਇਹ ਕੇਂਦਰ ਤੁਰੰਤ ਚਾਲੂ ਕੀਤੇ ਜਾਣ ਤਾਂ ਜੋ ਲੋਕਾਂ ਨੂੰ ਦੂਰ ਨਾ ਜਾਣਾ ਪਵੇ। [340, 336, 418, 386]
dsp-body-col-5: ਤਰਨ ਤਾਰਨ, 17 ਅਪ੍ਰੈਲ (ਹਰਿੰਦਰ ਸਿੰਘ) - ਪੰਜਾਬ ਸਰਕਾਰ ਵਲੋਂ ਪੁਲਿਸ ਵਿਭਾਗ ਵਿਚ ਵੱਡਾ ਫੇਰਬਦਲ ਕਰਦਿਆਂ ਕਈ ਡੀ.ਐਸ.ਪੀਜ਼ ਦੇ ਤਬਾਦਲੇ ਕੀਤੇ ਗਏ ਹਨ ਜਿਸ ਤਹਿਤ ਜ਼ਿਲ੍ਹਾ ਤਰਨ ਤਾਰਨ ਦੇ ਕਈ ਅਧਿਕਾਰੀਆਂ ਨੂੰ ਨਵੀਆਂ [554, 290, 610, 323]
masthead-title-bar [196, 14, 506, 56]
officer-photo-3 [612, 192, 672, 232]
portrait-caption: ਜਾਣਕਾਰੀ ਦਿੰਦੇ ਹੋਏ। [262, 875, 293, 880]
portrait-photo [260, 772, 340, 874]
encroach-headline: ਛੱਪੜ 'ਤੇ ਨਾਜਾਇਜ਼ ਕਬਜ਼ਾ ਕਰਨ 'ਤੇ 3 ਖ਼ਿਲਾਫ਼ ਮਾਮਲਾ ਦਰਜ [22, 409, 201, 418]
darbar-body-col-4: ਤਰਨ ਤਾਰਨ, 17 ਅਪ੍ਰੈਲ (ਪੱਤਰ ਪ੍ਰੇਰਕ) - ਸ੍ਰੀ ਦਰਬਾਰ ਸਾਹਿਬ ਤਰਨ ਤਾਰਨ ਦੇ ਸਰੋਵਰ ਵਿਚ ਇਕ ਵਿਅਕਤੀ ਵਲੋਂ ਛਾਲ ਮਾਰ ਦਿੱਤੀ ਗਈ। ਸੂਚਨਾ ਮਿਲਦੇ ਹੀ ਗੋਤਾਖੋਰਾਂ ਨੇ ਭਾਲ ਸ਼ੁਰੂ ਕੀਤੀ ਪਰ ਦੇਰ ਸ਼ਾਮ ਤੱਕ ਵਿਅਕਤੀ ਦਾ ਕੋਈ ਪਤਾ ਨਹੀਂ ਲੱਗ ਸਕਿਆ। ਪ੍ਰਬੰਧਕਾਂ ਅਨੁਸਾਰ ਭਾਲ ਜਾਰੀ ਹੈ। [260, 940, 340, 973]
lead-body-col-2: ਖੇਮਕਰਨ, 17 ਅਪ੍ਰੈਲ (ਪੱਤਰ ਪ੍ਰੇਰਕ) - ਪੰਜਾਬ ਸਰਕਾਰ ਵਲੋਂ ਲੋਕਾਂ ਨੂੰ ਇਕੋ ਛੱਤ ਹੇਠ ਸਹੂਲਤਾਂ ਦੇਣ ਲਈ ਖੋਲ੍ਹੇ ਗਏ ਸੇਵਾ ਕੇਂਦਰ ਪਿਛਲੇ ਕਈ ਸਾਲਾਂ ਤੋਂ ਬੰਦ ਪਏ ਹਨ ਜਿਸ ਕਾਰਨ ਲੋਕਾਂ ਨੂੰ ਭਾਰੀ ਮੁਸ਼ਕਿਲਾਂ ਦਾ ਸਾਹਮਣਾ ਕਰਨਾ ਪੈ ਰਿਹਾ ਹੈ। ਇਲਾਕੇ ਦੇ ਲੋਕਾਂ ਨੇ ਦੱਸਿਆ ਕਿ ਇਮਾਰਤਾਂ ਖੰਡਰ ਬਣ ਰਹੀਆਂ ਹਨ ਅਤੇ ਸਰਕਾਰ ਦਾ ਲੱਖਾਂ ਰੁਪਏ ਦਾ ਸਾਮਾਨ ਖਰਾਬ ਹੋ ਰਿਹਾ ਹੈ। ਉਨ੍ਹਾਂ ਮੰਗ ਕੀਤੀ ਕਿ ਇਹ ਕੇਂਦਰ ਤੁਰੰਤ ਚਾਲੂ ਕੀਤੇ ਜਾਣ ਤਾਂ ਜੋ ਲੋਕਾਂ ਨੂੰ ਦੂਰ ਨਾ ਜਾਣਾ ਪਵੇ। [194, 336, 258, 397]
mandi-photo [262, 408, 415, 520]
footer-right-mark: CMYK [630, 1072, 645, 1078]
fire-body-col-2: ਝਬਾਲ, 17 ਅਪ੍ਰੈਲ (ਪੱਤਰ ਪ੍ਰੇਰਕ) - ਨੇੜਲੇ ਪਿੰਡ ਵਿਖੇ ਅਚਾਨਕ ਅੱਗ ਲੱਗਣ ਕਾਰਨ ਤਿੰਨ ਕਿਸਾਨਾਂ ਦੀ ਕਰੀਬ 12 ਏਕੜ ਕਣਕ ਦੀ ਫ਼ਸਲ ਸੜ ਕੇ ਸੁਆਹ ਹੋ ਗਈ। ਪਿੰਡ ਵਾਸੀਆਂ ਨੇ ਫਾਇਰ ਬ੍ਰਿਗੇਡ ਦੀ ਮਦਦ ਨਾਲ ਅੱਗ 'ਤੇ ਕਾਬੂ ਪਾਇਆ। ਕਿਸਾਨਾਂ ਨੇ ਸਰਕਾਰ ਤੋਂ ਮੁਆਵਜ਼ੇ ਦੀ ਮੰਗ ਕੀਤੀ ਹੈ। [102, 690, 178, 723]
masthead-date: ਸ਼ਨਿੱਚਰਵਾਰ, 18 ਅਪ੍ਰੈਲ 2026 [348, 58, 426, 65]
fire-headline-2: 12 ਏਕੜ ਕਣਕ ਸੜ ਕੇ ਸੁਆਹ [54, 665, 228, 683]
short-headline-2: ਏਕੜ ਦੇ ਕਰੀਬ ਕਣਕ ਸੜੀ [444, 668, 554, 681]
cmyk-yellow-swatch-right [606, 1072, 612, 1078]
